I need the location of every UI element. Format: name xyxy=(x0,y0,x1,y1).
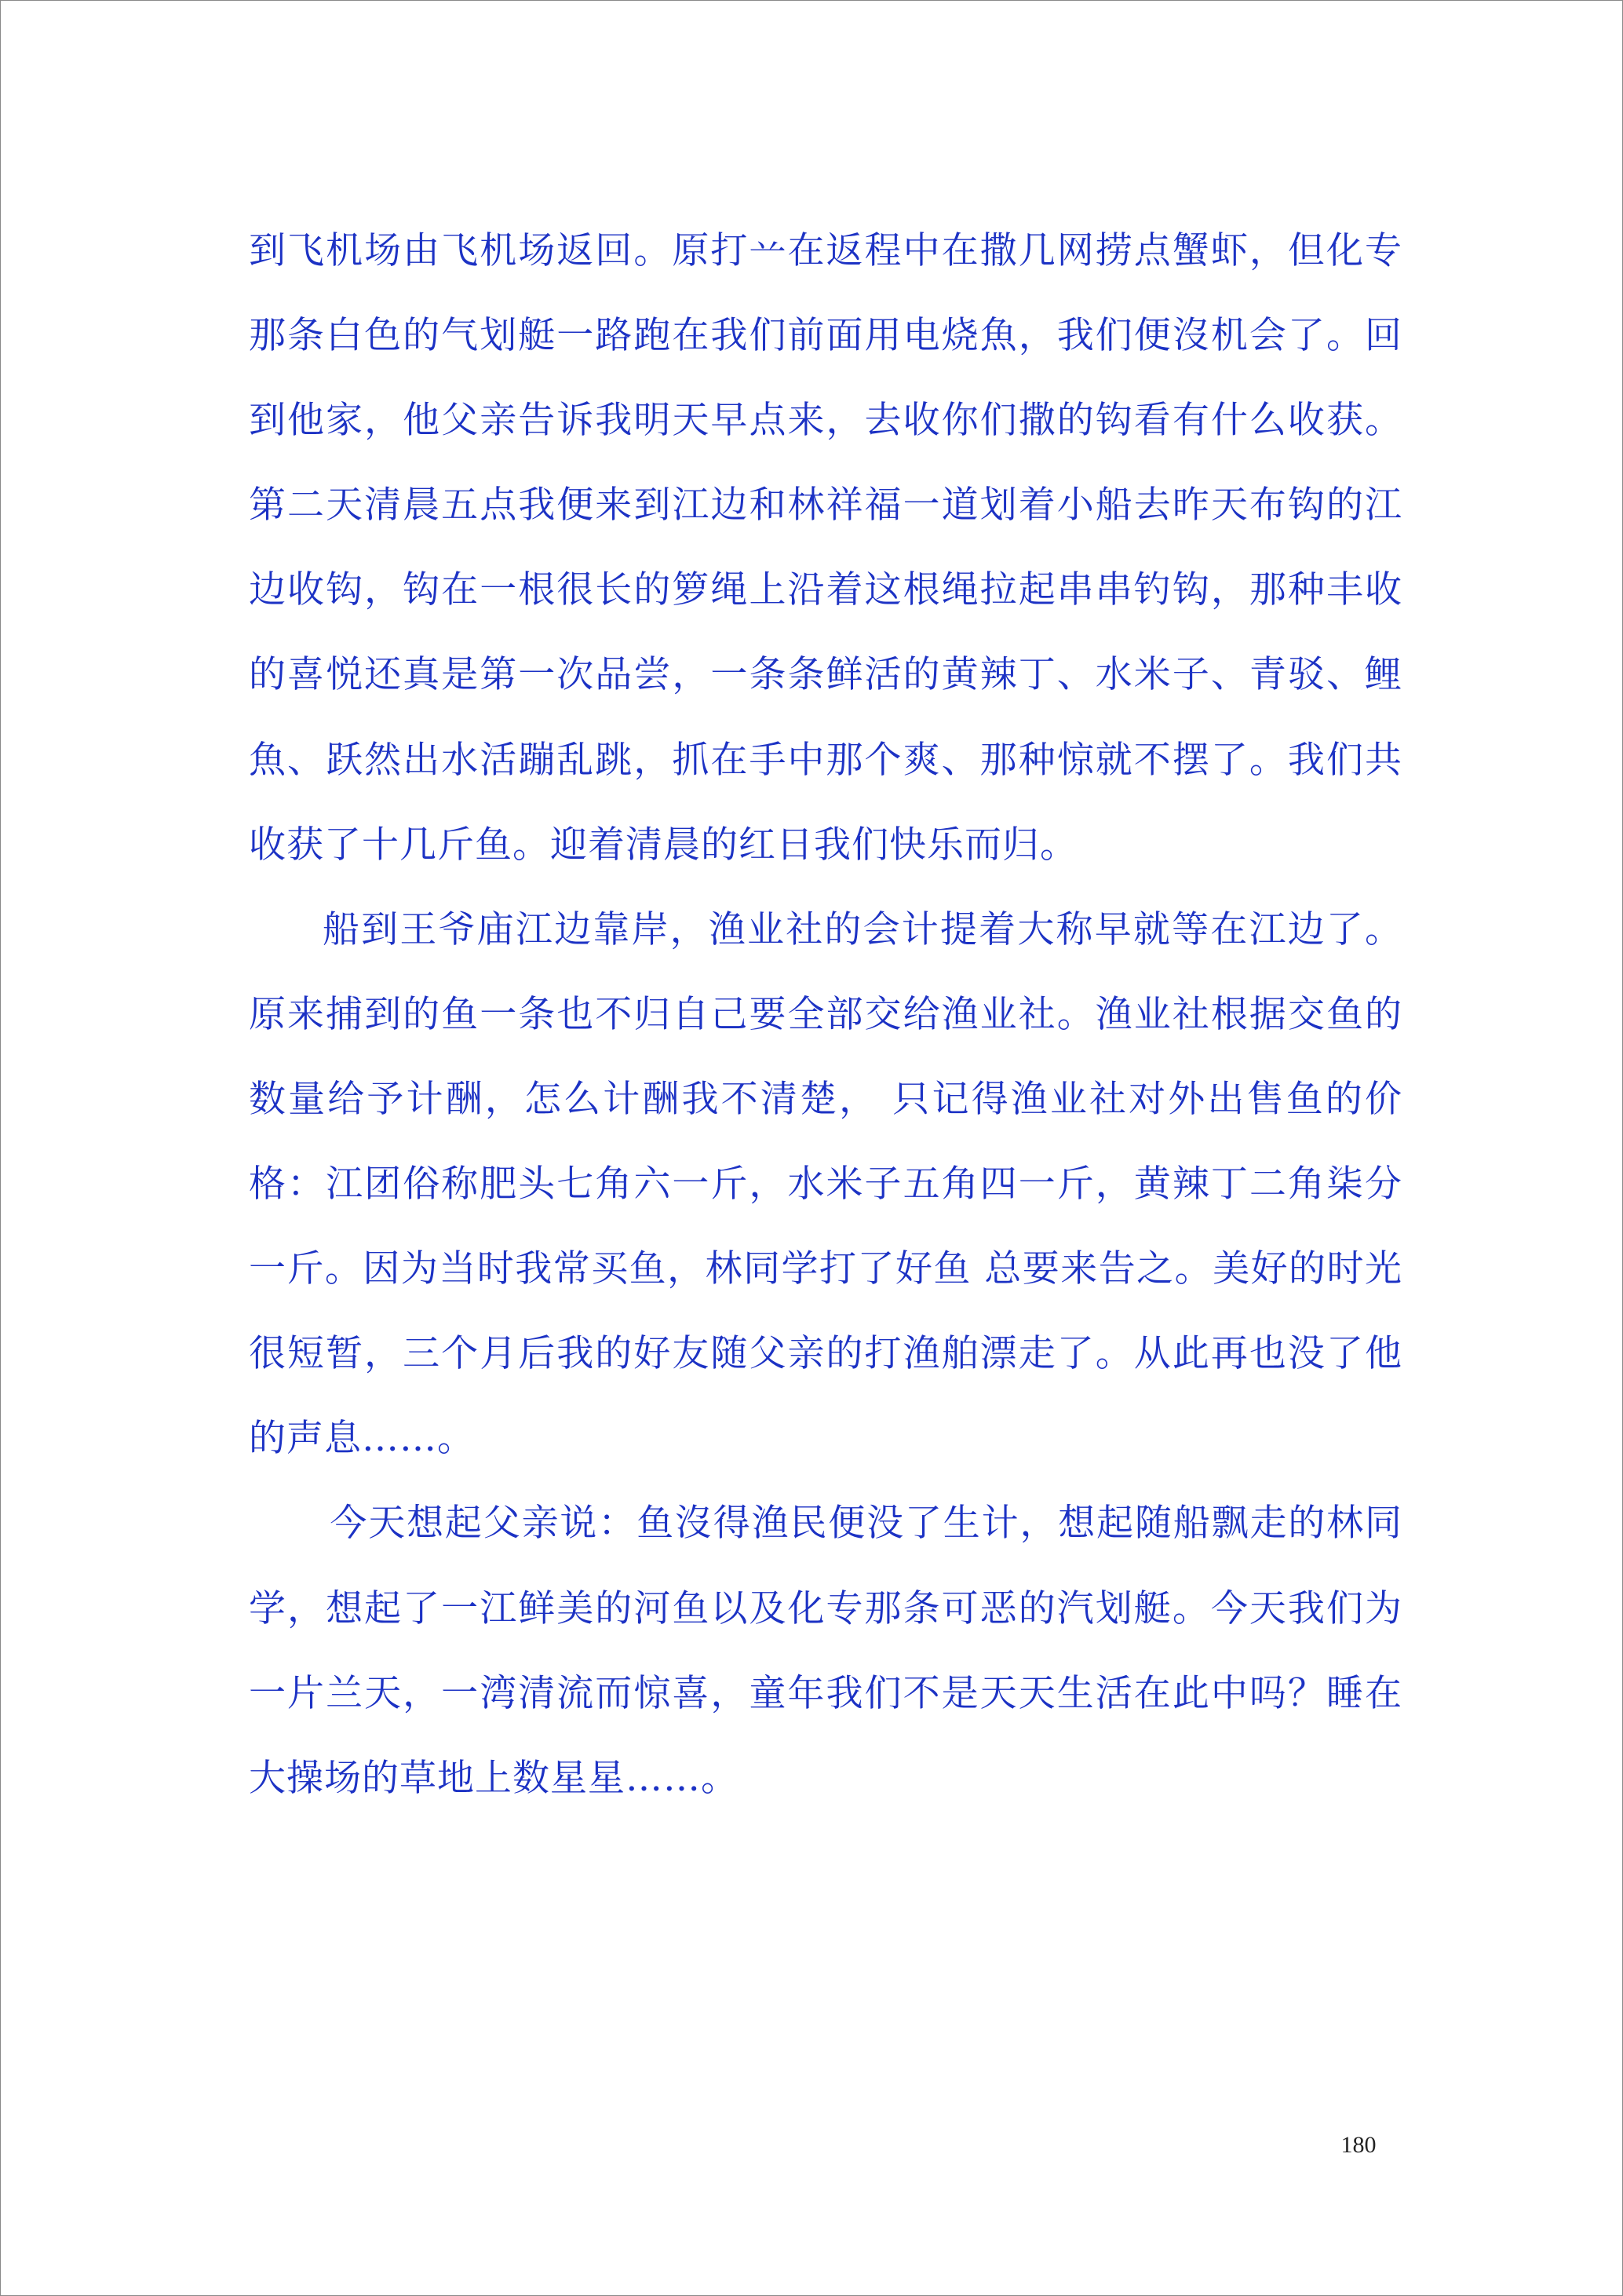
paragraph-3: 今天想起父亲说：鱼沒得渔民便没了生计，想起随船飘走的林同学，想起了一江鲜美的河鱼以及化专那条可恶的汽划艇。今天我们为一片兰天，一湾清流而惊喜，童年我们不是天天生活在此中吗？睡在大操场的草地上数星星……。 xyxy=(249,1502,1402,1800)
page-number: 180 xyxy=(1340,2132,1377,2158)
paragraph-2: 船到王爷庙江边靠岸，渔业社的会计提着大称早就等在江边了。原来捕到的鱼一条也不归自己要全部交给渔业社。渔业社根据交鱼的数量给予计酬，怎么计酬我不清楚， 只记得渔业社对外出售鱼的价格：江团俗称肥头七角六一斤，水米子五角四一斤，黄辣丁二角柒分一斤。因为当时我常买鱼，林同学打了好鱼 总要来告之。美好的时光很短暂，三个月后我的好友随父亲的打渔舶漂走了。从此再也没了他的声息……。 xyxy=(249,907,1402,1461)
paragraph-1: 到飞机场由飞机场返回。原打䒑在返程中在撒几网捞点蟹虾，但化专那条白色的气划艇一路跑在我们前面用电烧魚，我们便沒机会了。回到他家，他父亲告诉我明天早点来，去收你们撒的钩看有什么收获。第二天清晨五点我便来到江边和林祥福一道划着小船去昨天布钩的江边收钩，钩在一根很长的箩绳上沿着这根绳拉起串串钓钩，那种丰收的喜悦还真是第一次品尝，一条条鲜活的黄辣丁、水米子、青驳、鲤魚、跃然出水活蹦乱跳，抓在手中那个爽、那种惊就不摆了。我们共收获了十几斤鱼。迎着清晨的红日我们快乐而归。 xyxy=(249,229,1402,867)
document-body xyxy=(249,209,1402,1821)
